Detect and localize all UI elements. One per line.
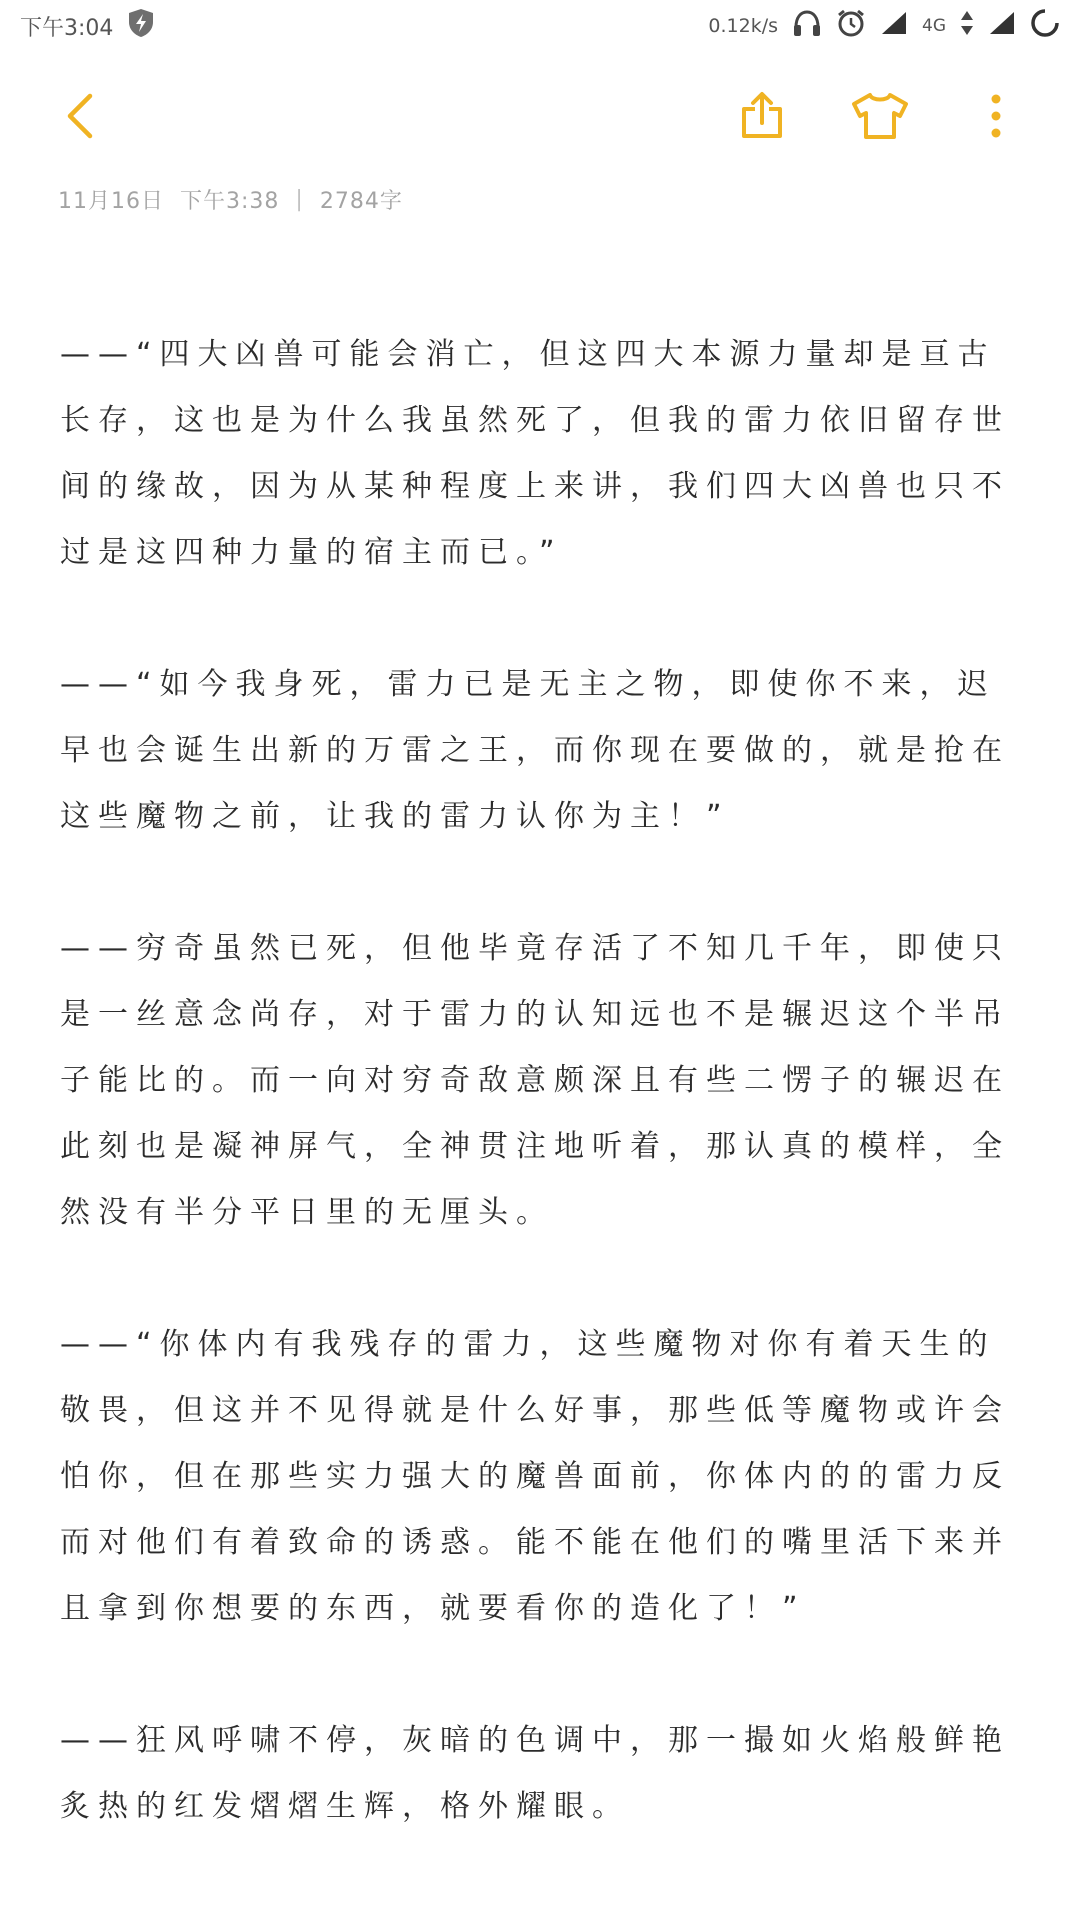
data-arrows-icon xyxy=(960,10,974,42)
meta-separator: | xyxy=(295,187,304,212)
note-paragraph: ——狂风呼啸不停，灰暗的色调中，那一撮如火焰般鲜艳炙热的红发熠熠生辉，格外耀眼。 xyxy=(60,1723,1010,1824)
theme-button[interactable] xyxy=(840,78,920,158)
note-paragraph: ——穷奇虽然已死，但他毕竟存活了不知几千年，即使只是一丝意念尚存，对于雷力的认知远也不是辗迟这个半吊子能比的。而一向对穷奇敌意颇深且有些二愣子的辗迟在此刻也是凝神屏气，全神贯注地听着，那认真的模样，全然没有半分平日里的无厘头。 xyxy=(60,931,1010,1230)
signal-icon xyxy=(988,10,1016,42)
note-time: 下午3:38 xyxy=(180,189,280,214)
status-time: 下午3:04 xyxy=(20,15,114,41)
note-toolbar xyxy=(0,78,1080,158)
note-paragraph: ——“如今我身死，雷力已是无主之物，即使你不来，迟早也会诞生出新的万雷之王，而你现在要做的，就是抢在这些魔物之前，让我的雷力认你为主！” xyxy=(60,667,1010,834)
share-button[interactable] xyxy=(722,78,802,158)
shield-bolt-icon xyxy=(127,8,155,44)
alarm-icon xyxy=(836,8,866,44)
tshirt-icon xyxy=(850,91,910,145)
note-paragraph: ——“你体内有我残存的雷力，这些魔物对你有着天生的敬畏，但这并不见得就是什么好事，那些低等魔物或许会怕你，但在那些实力强大的魔兽面前，你体内的的雷力反而对他们有着致命的诱惑。能不能在他们的嘴里活下来并且拿到你想要的东西，就要看你的造化了！” xyxy=(60,1327,1010,1626)
status-bar xyxy=(0,0,1080,52)
status-right xyxy=(708,8,1060,44)
share-icon xyxy=(737,91,787,145)
note-meta xyxy=(58,184,403,215)
signal-icon xyxy=(880,10,908,42)
net-speed: 0.12k/s xyxy=(708,15,778,37)
word-count: 2784字 xyxy=(319,189,403,214)
back-button[interactable] xyxy=(40,78,120,158)
status-left xyxy=(20,8,155,44)
network-type: 4G xyxy=(922,16,946,36)
chevron-left-icon xyxy=(60,91,100,145)
note-date: 11月16日 xyxy=(58,189,164,214)
note-paragraph: ——“四大凶兽可能会消亡，但这四大本源力量却是亘古长存，这也是为什么我虽然死了，但我的雷力依旧留存世间的缘故，因为从某种程度上来讲，我们四大凶兽也只不过是这四种力量的宿主而已。” xyxy=(60,337,1010,570)
more-options-button[interactable] xyxy=(956,78,1036,158)
loading-icon xyxy=(1030,8,1060,44)
more-vertical-icon xyxy=(988,93,1004,143)
note-body[interactable] xyxy=(60,322,1020,1906)
headphones-icon xyxy=(792,9,822,43)
